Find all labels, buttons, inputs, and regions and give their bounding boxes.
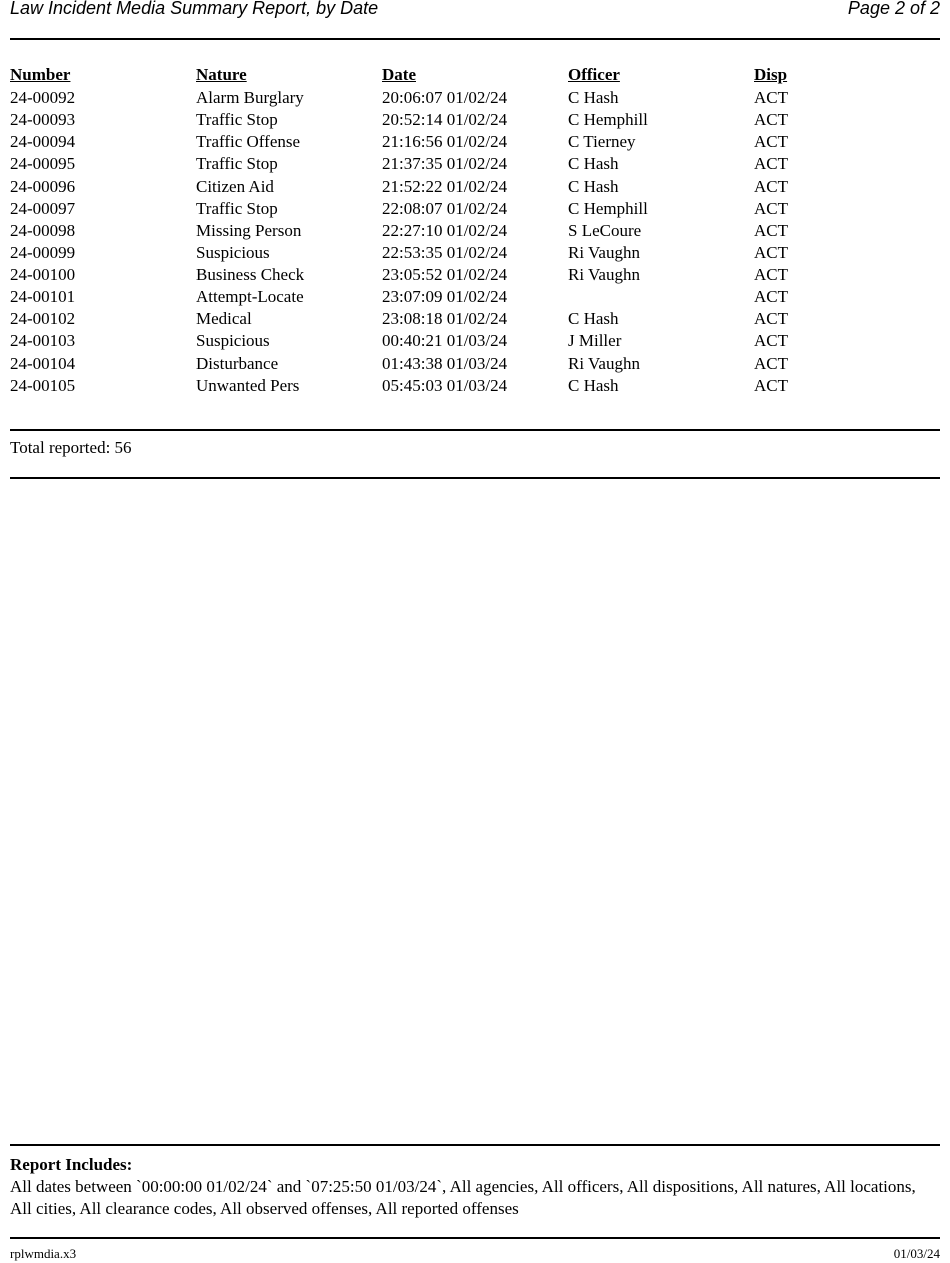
cell-nature: Traffic Stop	[196, 154, 278, 174]
cell-disp: ACT	[754, 375, 788, 395]
cell-disp: ACT	[754, 132, 788, 152]
cell-officer: S LeCoure	[568, 220, 642, 240]
cell-disp: ACT	[754, 331, 788, 351]
cell-disp: ACT	[754, 309, 788, 329]
cell-number: 24-00099	[10, 242, 76, 262]
cell-officer: C Hash	[568, 88, 619, 107]
cell-nature: Attempt-Locate	[196, 287, 304, 307]
cell-disp: ACT	[754, 287, 788, 307]
cell-date: 23:08:18 01/02/24	[382, 309, 508, 329]
footer-divider	[10, 1237, 940, 1239]
cell-officer: C Hash	[568, 154, 619, 174]
table-row	[10, 220, 940, 242]
table-row	[10, 153, 940, 175]
table-row	[10, 286, 940, 308]
cell-disp: ACT	[754, 242, 788, 262]
total-top-divider	[10, 429, 940, 431]
total-bottom-divider	[10, 477, 940, 479]
cell-number: 24-00092	[10, 88, 76, 107]
cell-number: 24-00096	[10, 176, 76, 196]
table-row	[10, 176, 940, 198]
report-print-date: 01/03/24	[893, 1246, 940, 1261]
cell-number: 24-00097	[10, 198, 76, 218]
cell-nature: Traffic Offense	[196, 132, 301, 152]
table-row	[10, 242, 940, 264]
table-row	[10, 353, 940, 375]
table-row	[10, 308, 940, 330]
column-header-number: Number	[10, 65, 71, 84]
cell-number: 24-00103	[10, 331, 76, 351]
table-row	[10, 198, 940, 220]
cell-number: 24-00100	[10, 265, 76, 284]
cell-date: 21:16:56 01/02/24	[382, 132, 508, 152]
cell-officer: C Hemphill	[568, 198, 648, 218]
cell-date: 21:37:35 01/02/24	[382, 154, 508, 174]
cell-disp: ACT	[754, 154, 788, 174]
cell-disp: ACT	[754, 88, 788, 107]
cell-officer: Ri Vaughn	[568, 242, 640, 262]
cell-nature: Business Check	[196, 265, 305, 284]
incident-table	[10, 87, 940, 397]
cell-nature: Disturbance	[196, 353, 279, 373]
cell-date: 22:53:35 01/02/24	[382, 242, 508, 262]
cell-number: 24-00094	[10, 132, 76, 152]
page-indicator: Page 2 of 2	[847, 0, 940, 18]
cell-date: 23:07:09 01/02/24	[382, 287, 508, 307]
cell-number: 24-00101	[10, 287, 76, 307]
report-title: Law Incident Media Summary Report, by Date	[10, 0, 379, 18]
column-header-disp: Disp	[754, 65, 788, 84]
cell-nature: Medical	[196, 309, 252, 329]
cell-date: 20:06:07 01/02/24	[382, 88, 508, 107]
cell-date: 01:43:38 01/03/24	[382, 353, 508, 373]
cell-disp: ACT	[754, 198, 788, 218]
cell-disp: ACT	[754, 353, 788, 373]
total-reported: Total reported: 56	[10, 438, 132, 457]
cell-date: 21:52:22 01/02/24	[382, 176, 508, 196]
cell-nature: Unwanted Pers	[196, 375, 300, 395]
table-row	[10, 264, 940, 286]
column-header-officer: Officer	[568, 65, 620, 84]
cell-date: 20:52:14 01/02/24	[382, 110, 508, 130]
cell-nature: Alarm Burglary	[196, 88, 304, 107]
table-row	[10, 87, 940, 109]
column-header-date: Date	[382, 65, 416, 84]
cell-officer: C Hemphill	[568, 110, 648, 130]
cell-officer: C Hash	[568, 309, 619, 329]
cell-number: 24-00105	[10, 375, 76, 395]
cell-officer: Ri Vaughn	[568, 265, 640, 284]
report-includes-title: Report Includes:	[10, 1155, 133, 1174]
report-includes-text: All dates between `00:00:00 01/02/24` and `07:25:50 01/03/24`, All agencies, All officers, All dispositions, All natures, All locations, All cities, All clearance codes, All observed offenses, All reported offenses	[10, 1177, 916, 1218]
cell-nature: Citizen Aid	[196, 176, 274, 196]
cell-nature: Missing Person	[196, 220, 302, 240]
table-row	[10, 375, 940, 397]
cell-disp: ACT	[754, 176, 788, 196]
header-divider	[10, 38, 940, 40]
cell-disp: ACT	[754, 220, 788, 240]
cell-number: 24-00104	[10, 353, 76, 373]
cell-disp: ACT	[754, 265, 788, 284]
cell-date: 22:27:10 01/02/24	[382, 220, 508, 240]
cell-nature: Suspicious	[196, 242, 270, 262]
cell-number: 24-00095	[10, 154, 76, 174]
cell-number: 24-00093	[10, 110, 76, 130]
cell-number: 24-00098	[10, 220, 76, 240]
cell-disp: ACT	[754, 110, 788, 130]
table-row	[10, 330, 940, 352]
cell-date: 00:40:21 01/03/24	[382, 331, 508, 351]
column-header-nature: Nature	[196, 65, 247, 84]
includes-divider	[10, 1144, 940, 1146]
cell-date: 22:08:07 01/02/24	[382, 198, 508, 218]
cell-nature: Suspicious	[196, 331, 270, 351]
cell-nature: Traffic Stop	[196, 198, 278, 218]
cell-officer: C Hash	[568, 375, 619, 395]
cell-date: 05:45:03 01/03/24	[382, 375, 508, 395]
table-row	[10, 131, 940, 153]
cell-date: 23:05:52 01/02/24	[382, 265, 508, 284]
cell-nature: Traffic Stop	[196, 110, 278, 130]
cell-officer: C Hash	[568, 176, 619, 196]
cell-officer: Ri Vaughn	[568, 353, 640, 373]
report-file-name: rplwmdia.x3	[10, 1246, 77, 1261]
cell-number: 24-00102	[10, 309, 76, 329]
table-row	[10, 109, 940, 131]
table-header	[10, 64, 940, 86]
cell-officer: J Miller	[568, 331, 622, 351]
cell-officer: C Tierney	[568, 132, 636, 152]
